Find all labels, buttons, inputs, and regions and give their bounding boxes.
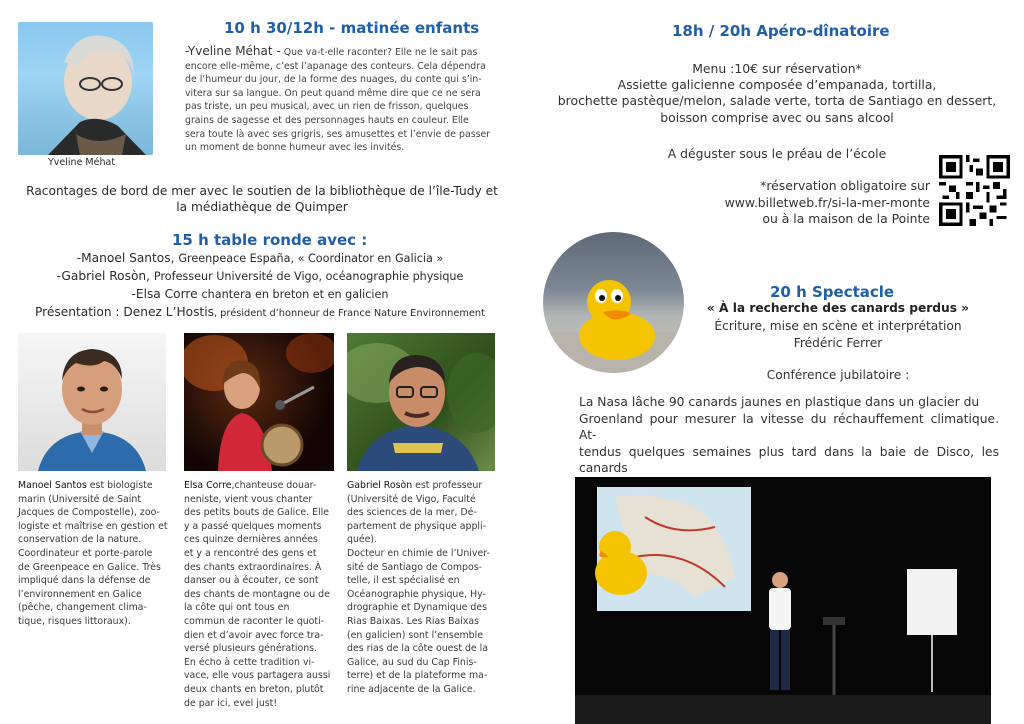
bio-line: impliqué dans la défense de: [18, 575, 151, 587]
menu-line: brochette pastèque/melon, salade verte, torta de Santiago en dessert,: [557, 93, 997, 109]
bio-name: Gabriel Rosòn: [347, 480, 413, 491]
panelist-elsa: [10, 285, 510, 304]
panelist-desc: Greenpeace España, « Coordinator en Galicia »: [178, 252, 444, 265]
bio-line: l’environnement en Galice: [18, 588, 142, 600]
yveline-name: -Yveline Méhat -: [185, 44, 281, 58]
bio-line: [347, 479, 497, 493]
bio-line: et y a rencontré des gens et: [184, 547, 317, 559]
bio-line: drographie et Dynamique des: [347, 602, 487, 614]
bio-line: Docteur en chimie de l’Univer-: [347, 547, 490, 559]
yveline-line: sera toute là avec ses grigris, ses amusettes et l’envie de passer: [185, 128, 491, 140]
rubber-duck-photo: [543, 232, 684, 373]
credit-author: Frédéric Ferrer: [793, 335, 883, 350]
credit-line: Écriture, mise en scène et interprétation: [714, 319, 962, 333]
panelist-gabriel: [10, 267, 510, 286]
manoel-santos-photo: [18, 333, 166, 471]
bio-line: tique, risques littoraux).: [18, 615, 131, 627]
elsa-corre-photo: [184, 333, 334, 471]
bio-line: des chants de montagne ou de: [184, 588, 330, 600]
panelist-desc: Professeur Université de Vigo, océanographie physique: [153, 270, 464, 283]
bio-line: Océanographie physique, Hy-: [347, 588, 486, 600]
bio-line: [18, 479, 173, 493]
bio-name: Elsa Corre: [184, 480, 232, 491]
bio-line: Jacques de Compostelle), zoo-: [18, 507, 160, 519]
bio-line: ces quinze dernières années: [184, 534, 318, 546]
yveline-line-text: Que va-t-elle raconter? Elle ne le sait pas: [283, 47, 478, 58]
bio-line-text: ,chanteuse douar-: [231, 480, 317, 491]
bio-line: partement de physique appli-: [347, 520, 486, 532]
yveline-line: pas triste, un peu musical, avec un rien de frisson, quelques: [185, 101, 469, 113]
yveline-caption: Yveline Méhat: [48, 157, 116, 168]
yveline-line: de l’humeur du jour, de la forme des nuages, du conte qui s’in-: [185, 74, 482, 86]
panelist-name: -Gabriel Rosòn,: [56, 269, 151, 283]
presentation-desc: , président d’honneur de France Nature Environnement: [213, 308, 485, 319]
qr-code-icon[interactable]: [939, 155, 1010, 226]
bio-line: telle, il est spécialisé en: [347, 575, 460, 587]
bio-line: Rias Baixas. Les Rias Baixas: [347, 615, 480, 627]
stage-performance-photo: [575, 477, 991, 724]
racontages-line: la médiathèque de Quimper: [176, 200, 348, 215]
yveline-description: [185, 45, 497, 155]
show-title: « À la recherche des canards perdus »: [706, 301, 970, 315]
bio-line: [184, 479, 334, 493]
bio-name: Manoel Santos: [18, 480, 87, 491]
show-credit: [700, 318, 976, 351]
menu-block: [548, 61, 1006, 126]
bio-line: (pêche, changement clima-: [18, 602, 147, 614]
bio-line-text: est biologiste: [86, 480, 153, 491]
racontages-text: [18, 183, 506, 216]
bio-line: logiste et maîtrise en gestion et: [18, 520, 168, 532]
menu-line: boisson comprise avec ou sans alcool: [660, 109, 894, 125]
panelist-name: -Manoel Santos,: [76, 251, 175, 265]
presentation-label: Présentation : Denez L’Hostis: [35, 305, 214, 319]
bio-line: terre) et de la plateforme ma-: [347, 670, 488, 682]
bio-line: deux chants en breton, plutôt: [184, 683, 324, 695]
table-ronde-heading: 15 h table ronde avec :: [172, 231, 368, 249]
yveline-line: encore elle-même, c’est l’apanage des conteurs. Cela dépendra: [185, 60, 486, 72]
bio-line: des rias de la côte ouest de la: [347, 643, 489, 655]
description-line: tendus quelques semaines plus tard dans la baie de Disco, les canards: [579, 444, 999, 476]
bio-line: neniste, vient vous chanter: [184, 493, 313, 505]
bio-line: Coordinateur et porte-parole: [18, 547, 153, 559]
yveline-line: vitera sur sa langue. On peut quand même dire que ce ne sera: [185, 87, 481, 99]
yveline-line: [185, 45, 497, 60]
menu-line: Assiette galicienne composée d’empanada, tortilla,: [617, 77, 937, 93]
bio-line: vace, elle vous partagera aussi: [184, 670, 331, 682]
description-line: Groenland pour mesurer la vitesse du réchauffement climatique. At-: [579, 411, 999, 443]
manoel-bio: [18, 479, 173, 629]
bio-line: la côte qui ont tous en: [184, 602, 290, 614]
presentation-line: [10, 303, 510, 323]
yveline-line: grains de sagesse et des personnages hauts en couleur. Elle: [185, 114, 469, 126]
bio-line: (Université de Vigo, Faculté: [347, 493, 476, 505]
elsa-bio: [184, 479, 334, 710]
reservation-line: ou à la maison de la Pointe: [762, 211, 930, 227]
bio-line: versé plusieurs générations.: [184, 643, 318, 655]
bio-line: danser ou à écouter, ce sont: [184, 575, 319, 587]
conference-label: Conférence jubilatoire :: [766, 368, 910, 382]
bio-line: de par ici, evel just!: [184, 697, 278, 709]
panelist-manoel: [10, 249, 510, 268]
bio-line: commun de raconter le quoti-: [184, 615, 325, 627]
preau-text: A déguster sous le préau de l’école: [667, 146, 887, 161]
gabriel-roson-photo: [347, 333, 495, 471]
matinee-heading: 10 h 30/12h - matinée enfants: [224, 19, 480, 37]
bio-line: En écho à cette tradition vi-: [184, 656, 315, 668]
bio-line: dien et d’avoir avec force tra-: [184, 629, 324, 641]
menu-line: Menu :10€ sur réservation*: [692, 61, 862, 76]
panelist-name: -Elsa Corre: [131, 287, 198, 301]
bio-line: quée).: [347, 534, 378, 546]
bio-line-text: est professeur: [412, 480, 483, 491]
yveline-portrait-photo: [18, 22, 153, 155]
bio-line: Galice, au sud du Cap Finis-: [347, 656, 477, 668]
yveline-line: un moment de bonne humeur avec les invités.: [185, 142, 405, 154]
bio-line: marin (Université de Saint: [18, 493, 142, 505]
panelist-desc: chantera en breton et en galicien: [201, 288, 389, 301]
bio-line: des sciences de la mer, Dé-: [347, 507, 477, 519]
bio-line: des petits bouts de Galice. Elle: [184, 507, 329, 519]
bio-line: conservation de la nature.: [18, 534, 142, 546]
reservation-link[interactable]: www.billetweb.fr/si-la-mer-monte: [724, 194, 930, 210]
reservation-info: [690, 178, 930, 228]
description-line: La Nasa lâche 90 canards jaunes en plastique dans un glacier du: [579, 395, 980, 409]
bio-line: des chants extraordinaires. À: [184, 561, 322, 573]
gabriel-bio: [347, 479, 497, 697]
racontages-line: Racontages de bord de mer avec le soutien de la bibliothèque de l’île-Tudy et: [26, 184, 498, 198]
bio-line: (en galicien) sont l’ensemble: [347, 629, 483, 641]
bio-line: y a passé quelques moments: [184, 520, 322, 532]
bio-line: rine adjacente de la Galice.: [347, 683, 476, 695]
bio-line: sité de Santiago de Compos-: [347, 561, 483, 573]
spectacle-heading: 20 h Spectacle: [770, 283, 895, 301]
apero-heading: 18h / 20h Apéro-dînatoire: [672, 22, 890, 40]
bio-line: de Greenpeace en Galice. Très: [18, 561, 161, 573]
reservation-line: *réservation obligatoire sur: [760, 178, 930, 193]
